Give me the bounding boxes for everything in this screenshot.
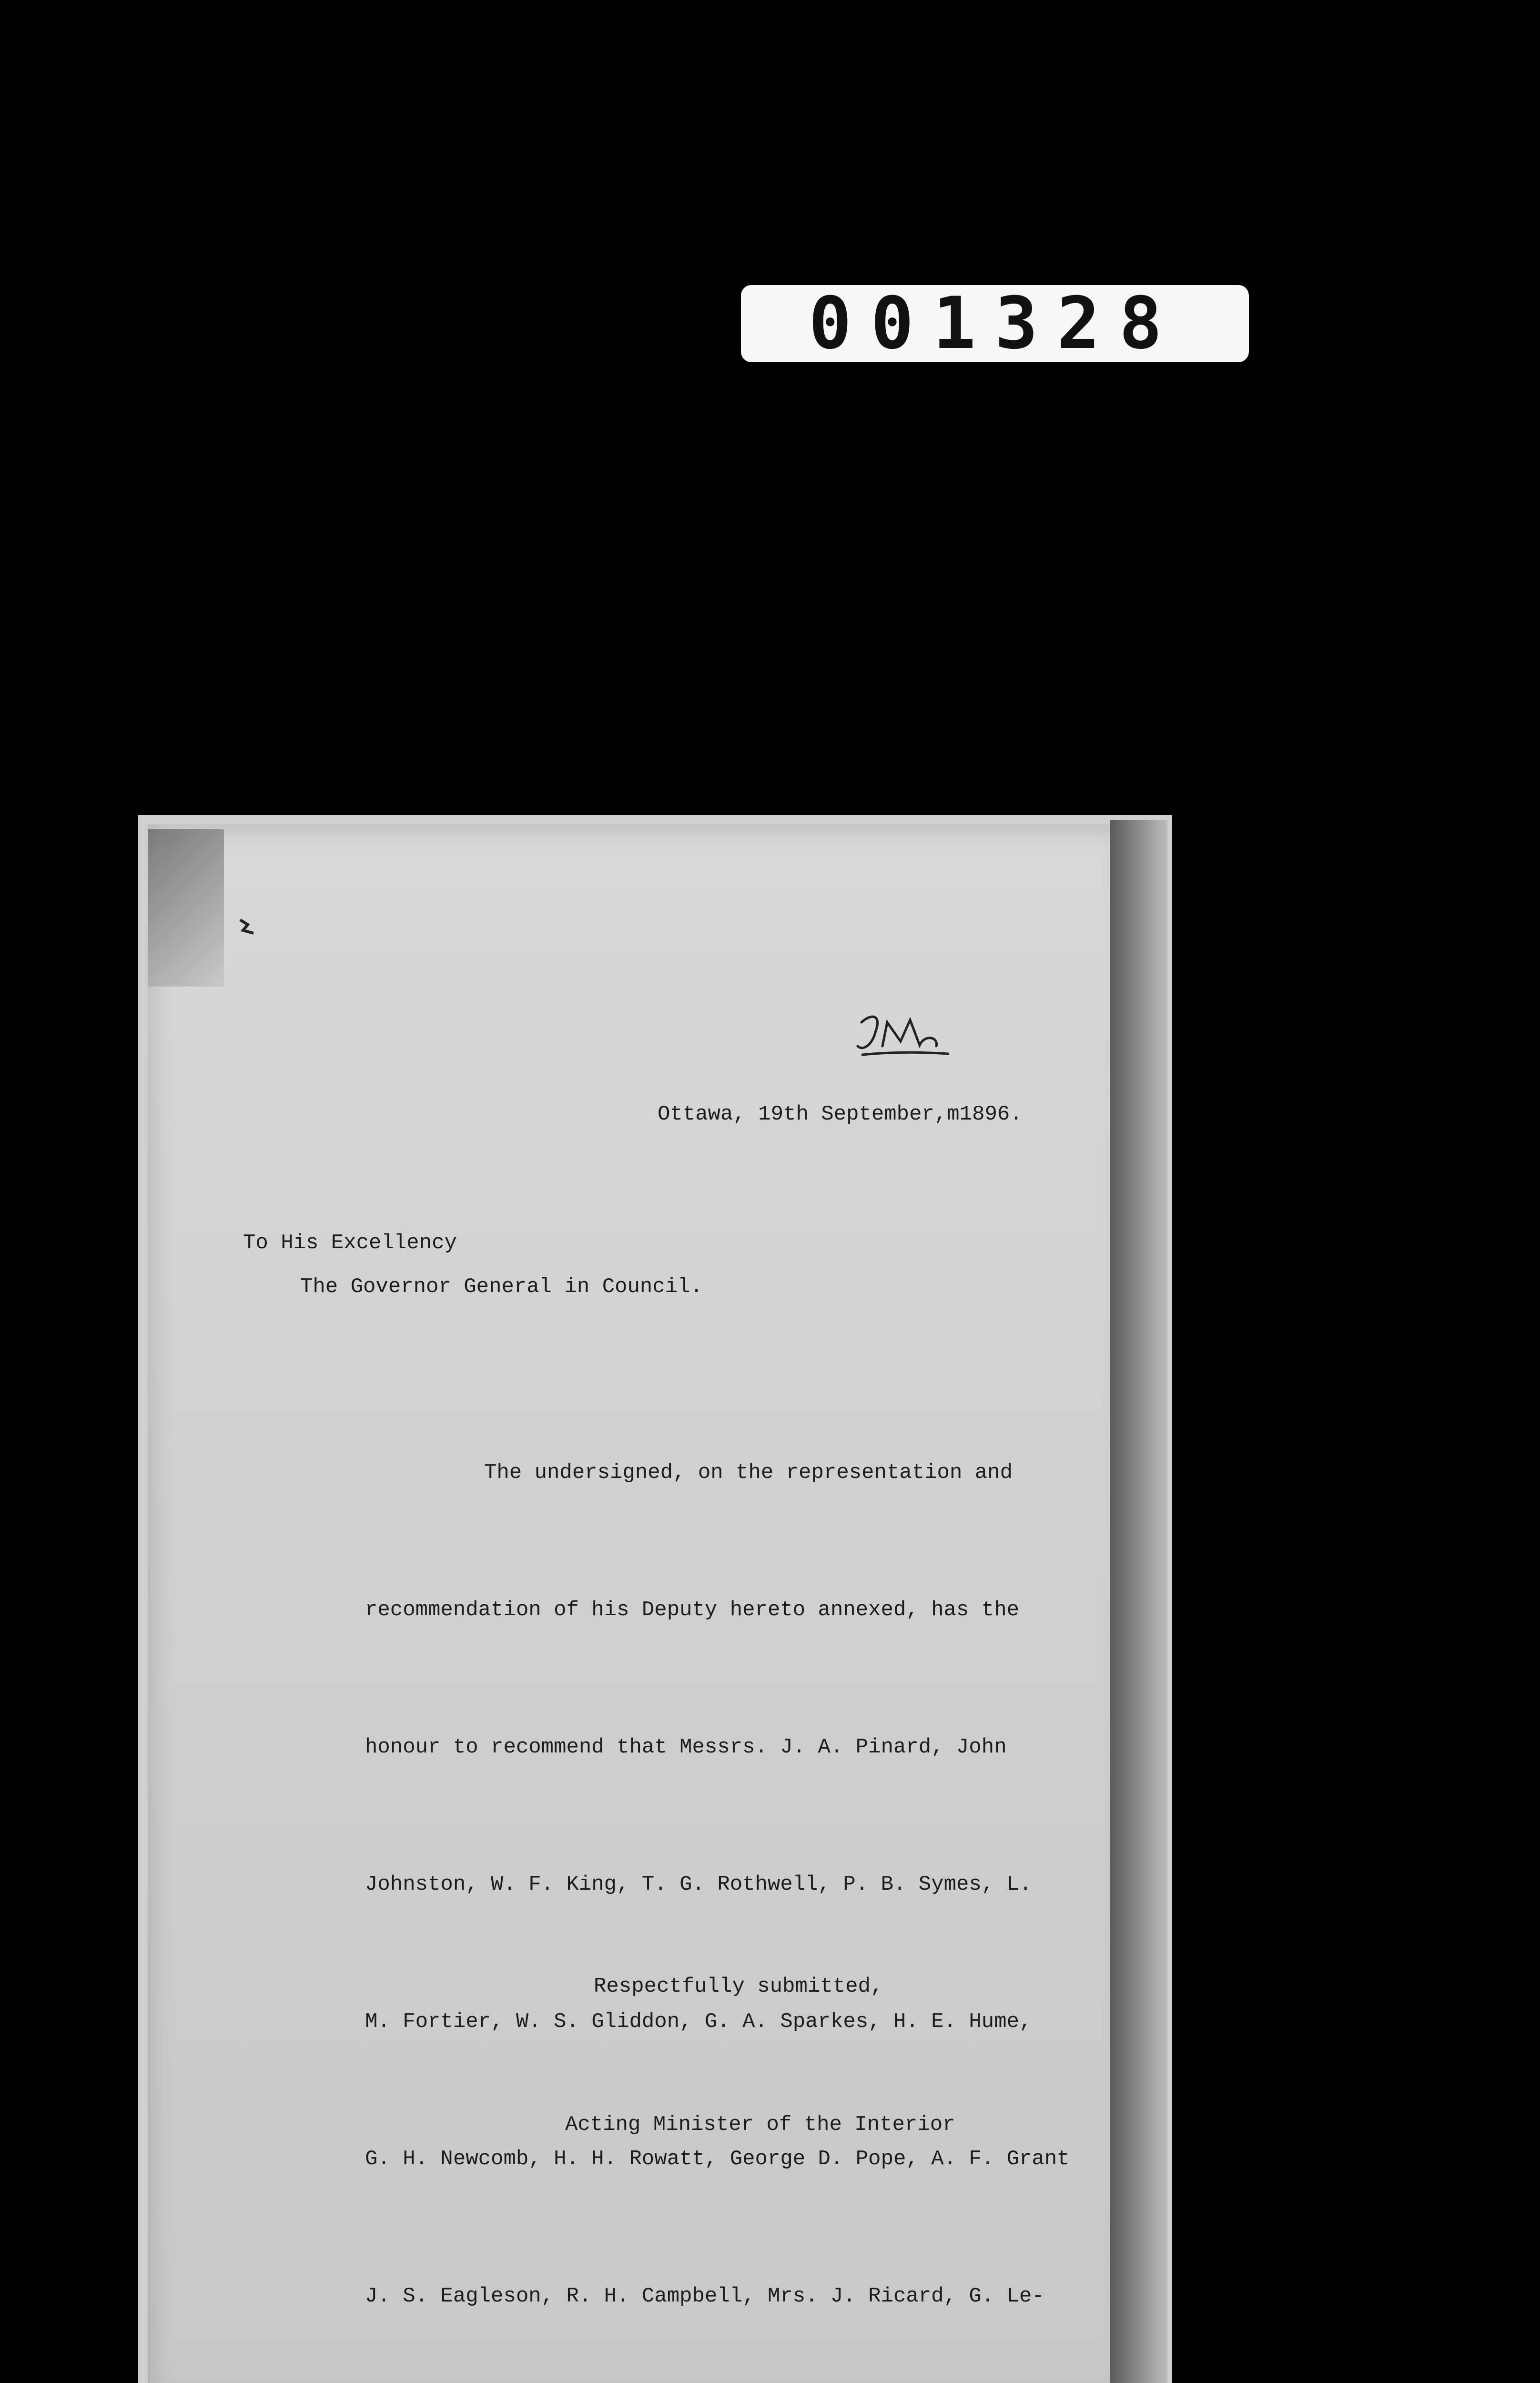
body-line: The undersigned, on the representation and: [484, 1461, 1013, 1485]
ink-mark-icon: [237, 916, 257, 936]
signature-line: Acting Minister of the Interior: [565, 2113, 955, 2137]
addressee-line: The Governor General in Council.: [300, 1275, 703, 1299]
body-line: honour to recommend that Messrs. J. A. Pinard, John: [365, 1735, 1007, 1759]
frame-number-label: 001328: [741, 285, 1249, 362]
body-line: J. S. Eagleson, R. H. Campbell, Mrs. J. Ricard, G. Le-: [365, 2284, 1044, 2308]
body-paragraph: [365, 1358, 1070, 2383]
body-line: recommendation of his Deputy hereto annexed, has the: [365, 1598, 1020, 1622]
addressee-line: To His Excellency: [243, 1231, 457, 1255]
page-edge: [1110, 820, 1167, 2383]
body-line: G. H. Newcomb, H. H. Rowatt, George D. Pope, A. F. Grant: [365, 2147, 1070, 2171]
handwritten-initials: [853, 1008, 953, 1065]
body-line: Johnston, W. F. King, T. G. Rothwell, P. B. Symes, L.: [365, 1873, 1032, 1896]
body-line: M. Fortier, W. S. Gliddon, G. A. Sparkes, H. E. Hume,: [365, 2010, 1032, 2034]
page-corner-fold: [148, 829, 224, 987]
closing-line: Respectfully submitted,: [594, 1975, 883, 1998]
date-line: Ottawa, 19th September,m1896.: [658, 1102, 1023, 1126]
